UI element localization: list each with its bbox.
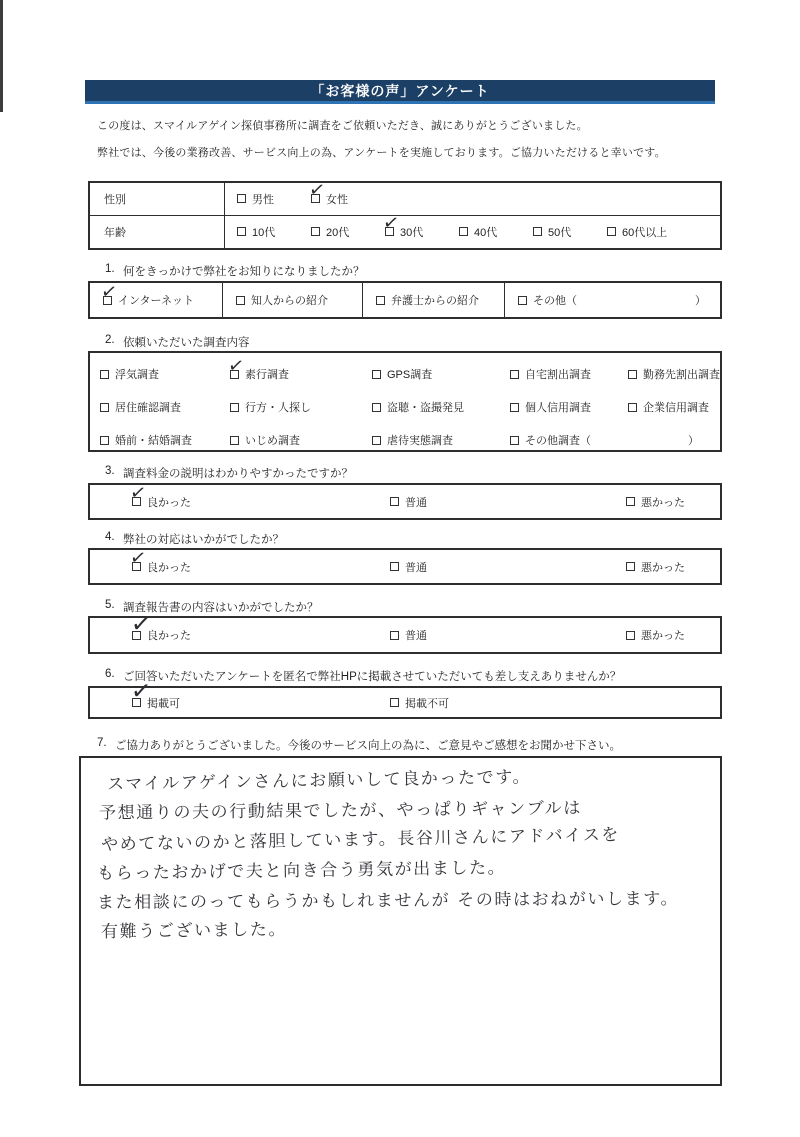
option-q4-normal[interactable]: 普通 (390, 559, 427, 575)
option-residence-confirm-survey[interactable]: 居住確認調査 (100, 399, 181, 415)
comment-box (79, 756, 722, 1086)
checkbox-icon (626, 631, 635, 640)
q5-label: 5. 調査報告書の内容はいかがでしたか？ (105, 599, 319, 614)
option-gps-survey[interactable]: GPS調査 (372, 366, 432, 382)
age-label: 年齢 (90, 216, 225, 249)
option-q5-normal[interactable]: 普通 (390, 627, 427, 643)
option-corporate-credit-survey[interactable]: 企業信用調査 (628, 399, 709, 415)
option-age-40s[interactable]: 40代 (459, 224, 533, 240)
option-premarital-survey[interactable]: 婚前・結婚調査 (100, 432, 192, 448)
option-workplace-locate-survey[interactable]: 勤務先割出調査 (628, 366, 720, 382)
q2-row-2 (90, 399, 720, 419)
age-row (90, 216, 720, 249)
q3-label: 3. 調査料金の説明はわかりやすかったですか？ (105, 465, 353, 480)
option-age-30s[interactable]: ✓ 30代 (385, 224, 459, 240)
checkbox-icon (390, 698, 399, 707)
checkbox-icon (626, 497, 635, 506)
q1-table (88, 281, 722, 319)
option-internet[interactable]: ✓ インターネット (103, 292, 194, 308)
checkbox-icon (390, 631, 399, 640)
option-referral-lawyer[interactable]: 弁護士からの紹介 (376, 292, 479, 308)
checkbox-icon (372, 436, 381, 445)
checkbox-icon (390, 562, 399, 571)
option-age-50s[interactable]: 50代 (533, 224, 607, 240)
checkbox-icon (385, 227, 394, 236)
option-q3-bad[interactable]: 悪かった (626, 494, 685, 510)
checkbox-icon (372, 403, 381, 412)
checkbox-icon (607, 227, 616, 236)
checkbox-icon (311, 227, 320, 236)
q6-box (88, 686, 722, 719)
q4-label: 4. 弊社の対応はいかがでしたか？ (105, 531, 284, 546)
q6-label: 6. ご回答いただいたアンケートを匿名で弊社HPに掲載させていただいても差し支えありませんか？ (105, 668, 622, 683)
handwritten-line: また相談にのってもらうかもしれませんが その時はおねがいします。 (96, 888, 680, 914)
option-other-source[interactable]: その他（ (518, 292, 577, 308)
checkbox-icon (459, 227, 468, 236)
checkbox-icon (103, 296, 112, 305)
option-missing-person-search[interactable]: 行方・人探し (230, 399, 311, 415)
option-gender-male[interactable]: 男性 (237, 191, 311, 207)
checkbox-icon (533, 227, 542, 236)
option-publish-ok[interactable]: ✓ 掲載可 (132, 695, 180, 711)
option-abuse-survey[interactable]: 虐待実態調査 (372, 432, 453, 448)
handwritten-line: 有難うございました。 (100, 919, 288, 943)
close-paren: ） (688, 435, 699, 447)
checkbox-icon (518, 296, 527, 305)
checkbox-icon (237, 194, 246, 203)
q3-box (88, 483, 722, 520)
checkbox-icon (510, 370, 519, 379)
option-q3-good[interactable]: ✓ 良かった (132, 494, 191, 510)
option-q5-good[interactable]: ✓ 良かった (132, 627, 191, 643)
option-conduct-survey[interactable]: ✓ 素行調査 (230, 366, 289, 382)
gender-label: 性別 (90, 183, 225, 215)
checkbox-icon (100, 436, 109, 445)
checkbox-icon (626, 562, 635, 571)
handwritten-line: 予想通りの夫の行動結果でしたが、やっぱりギャンブルは (98, 798, 583, 824)
profile-table (88, 181, 722, 250)
gender-row (90, 183, 720, 216)
checkbox-icon (311, 194, 320, 203)
option-referral-acquaintance[interactable]: 知人からの紹介 (236, 292, 328, 308)
q7-label: 7. ご協力ありがとうございました。今後のサービス向上の為に、ご意見やご感想をお聞かせ下さい。 (97, 737, 621, 752)
option-gender-female[interactable]: ✓ 女性 (311, 191, 385, 207)
checkbox-icon (628, 403, 637, 412)
checkbox-icon (100, 370, 109, 379)
checkbox-icon (132, 562, 141, 571)
option-q3-normal[interactable]: 普通 (390, 494, 427, 510)
intro-line-1: この度は、スマイルアゲイン探偵事務所に調査をご依頼いただき、誠にありがとうございました。 (97, 120, 588, 132)
checkbox-icon (132, 497, 141, 506)
q2-row-1 (90, 366, 720, 386)
option-home-locate-survey[interactable]: 自宅割出調査 (510, 366, 591, 382)
option-publish-no[interactable]: 掲載不可 (390, 695, 449, 711)
option-age-60s-plus[interactable]: 60代以上 (607, 224, 667, 240)
option-age-20s[interactable]: 20代 (311, 224, 385, 240)
checkbox-icon (390, 497, 399, 506)
checkbox-icon (132, 631, 141, 640)
option-bug-detection[interactable]: 盗聴・盗撮発見 (372, 399, 464, 415)
checkbox-icon (628, 370, 637, 379)
option-other-survey[interactable]: その他調査（ (510, 432, 591, 448)
q4-box (88, 548, 722, 585)
checkbox-icon (236, 296, 245, 305)
checkbox-icon (510, 436, 519, 445)
close-paren: ） (695, 295, 706, 307)
handwritten-line: やめてないのかと落胆しています。長谷川さんにアドバイスを (100, 825, 621, 855)
page-title: 「お客様の声」アンケート (310, 82, 490, 99)
q2-row-3 (90, 432, 720, 452)
checkbox-icon (132, 698, 141, 707)
form-header (85, 80, 715, 104)
handwritten-line: スマイルアゲインさんにお願いして良かったです。 (106, 767, 532, 795)
checkbox-icon (230, 436, 239, 445)
option-infidelity-survey[interactable]: 浮気調査 (100, 366, 159, 382)
checkbox-icon (230, 370, 239, 379)
option-q4-bad[interactable]: 悪かった (626, 559, 685, 575)
checkbox-icon (230, 403, 239, 412)
q2-box (88, 351, 722, 452)
option-personal-credit-survey[interactable]: 個人信用調査 (510, 399, 591, 415)
checkbox-icon (376, 296, 385, 305)
q5-box (88, 616, 722, 654)
checkbox-icon (100, 403, 109, 412)
scan-edge-artifact (0, 0, 3, 112)
option-q4-good[interactable]: ✓ 良かった (132, 559, 191, 575)
option-bullying-survey[interactable]: いじめ調査 (230, 432, 300, 448)
checkbox-icon (510, 403, 519, 412)
option-q5-bad[interactable]: 悪かった (626, 627, 685, 643)
q2-label: 2. 依頼いただいた調査内容 (105, 334, 250, 349)
option-age-10s[interactable]: 10代 (237, 224, 311, 240)
q1-label: 1. 何をきっかけで弊社をお知りになりましたか？ (105, 263, 365, 278)
checkbox-icon (237, 227, 246, 236)
intro-line-2: 弊社では、今後の業務改善、サービス向上の為、アンケートを実施しております。ご協力いただけると幸いです。 (97, 147, 666, 159)
handwritten-line: もらったおかげで夫と向き合う勇気が出ました。 (96, 858, 507, 884)
checkbox-icon (372, 370, 381, 379)
